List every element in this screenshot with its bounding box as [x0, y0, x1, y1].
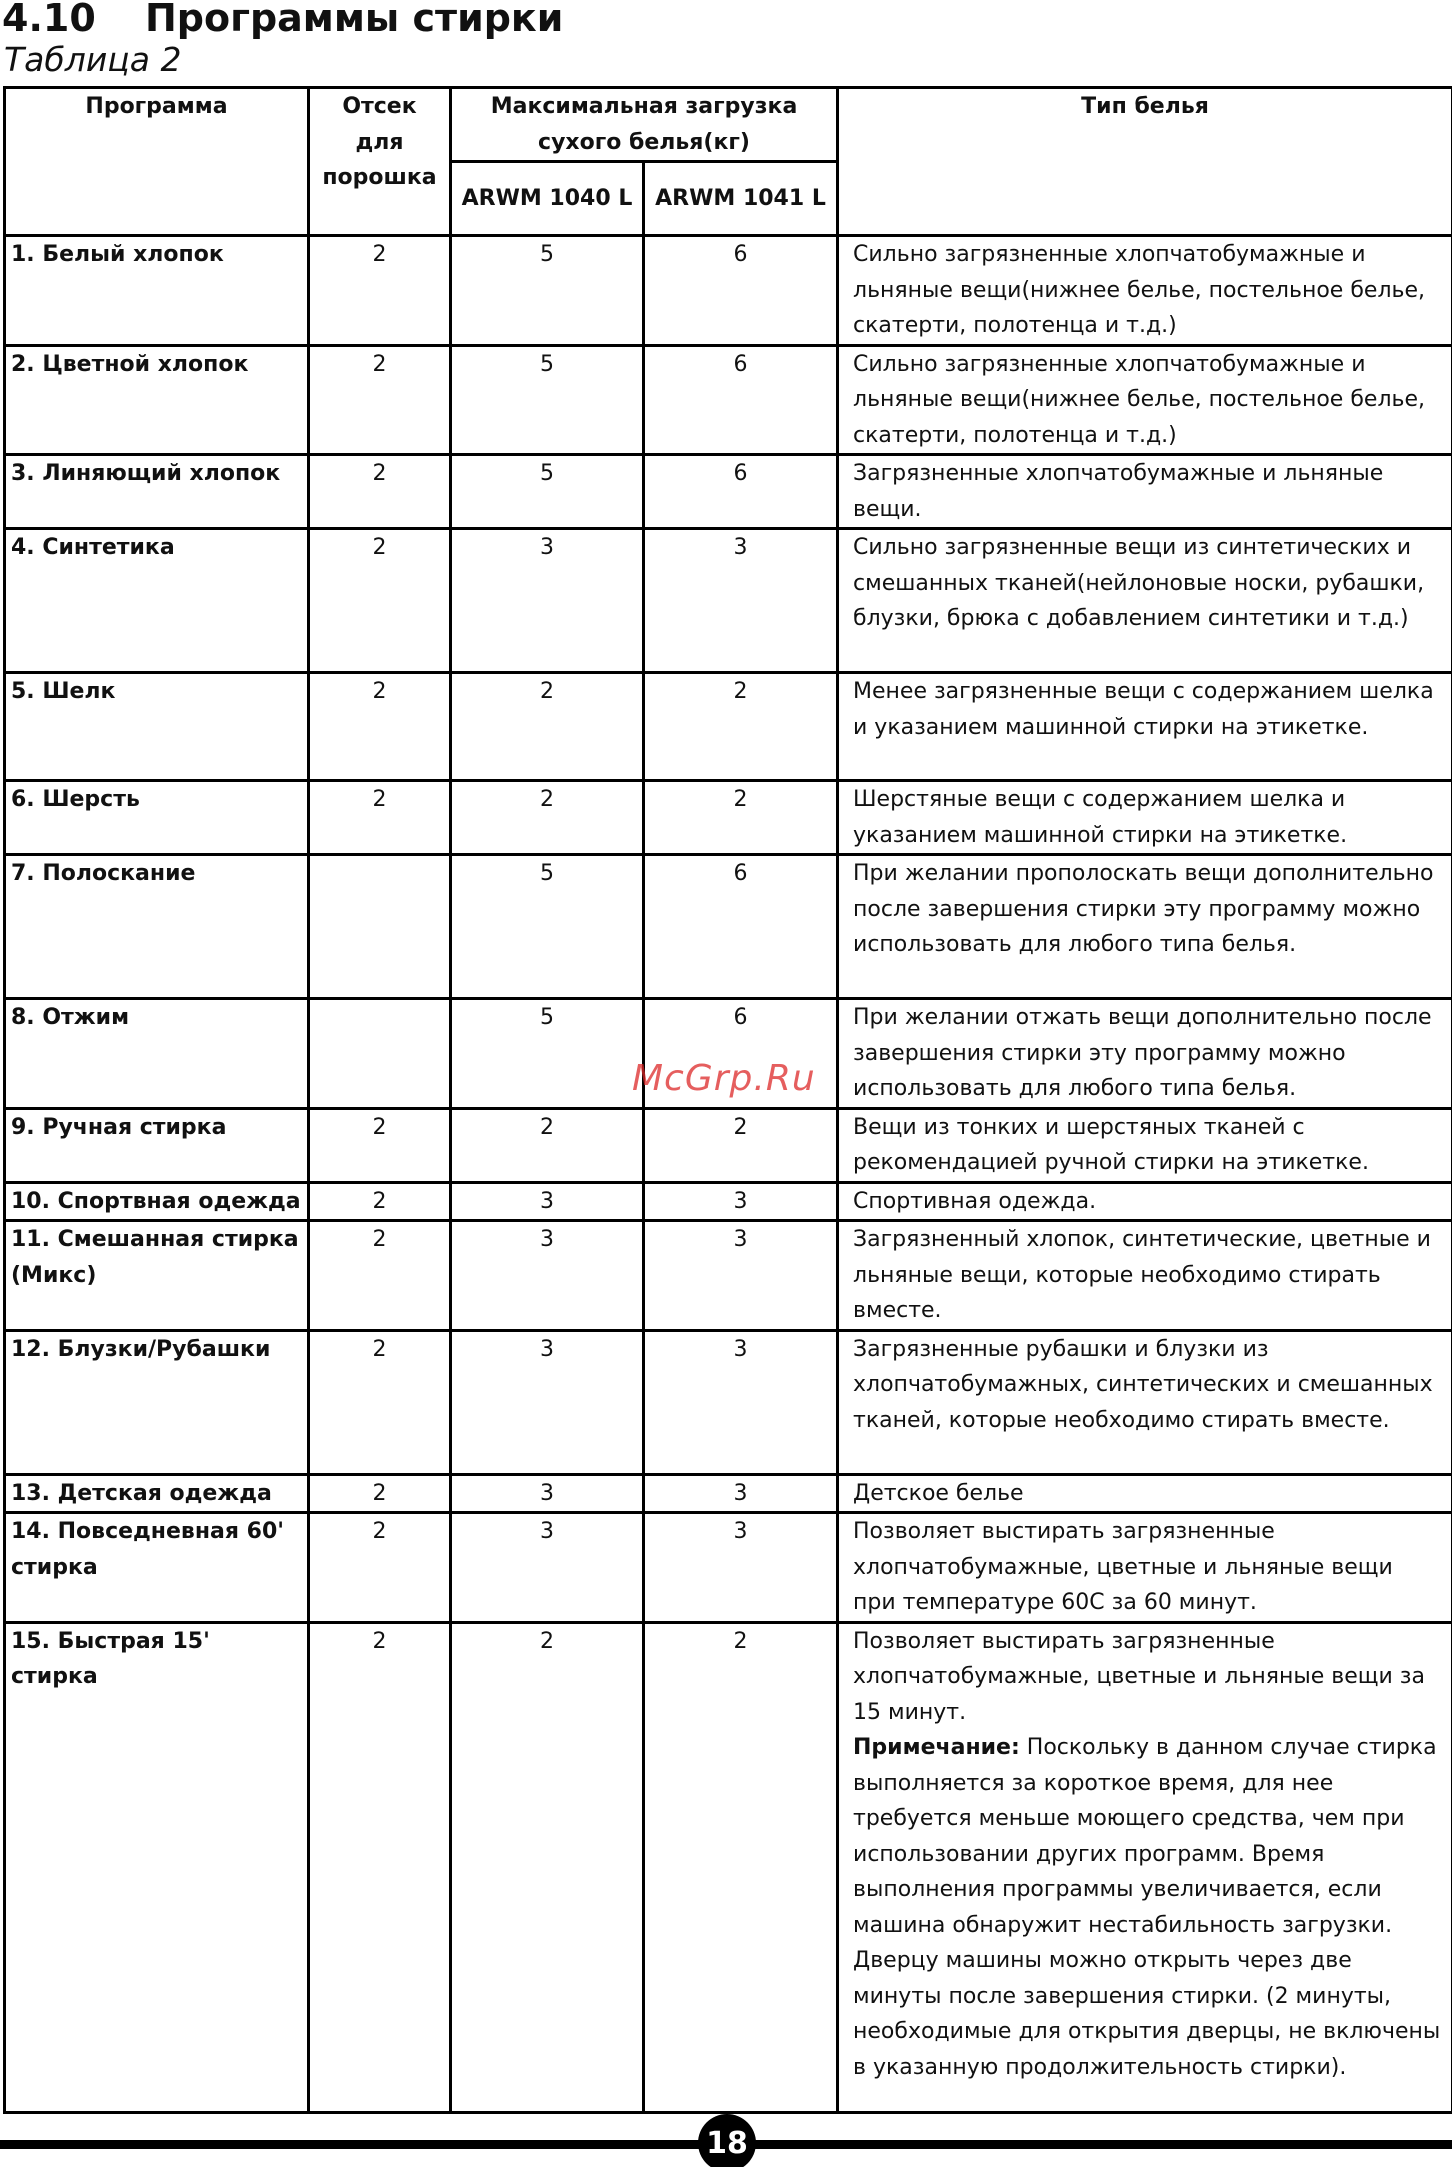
- laundry-description: Сильно загрязненные хлопчатобумажные и льняные вещи(нижнее белье, постельное белье, скатерти, полотенца и т.д.): [838, 345, 1452, 455]
- load-model-b: 2: [644, 781, 838, 855]
- laundry-description-with-note: [838, 1622, 1452, 2112]
- program-name: 1. Белый хлопок: [5, 236, 309, 346]
- compartment-value: 2: [309, 1108, 451, 1182]
- table-row: [5, 855, 1452, 999]
- load-model-b: 3: [644, 1474, 838, 1513]
- laundry-description: Загрязненный хлопок, синтетические, цветные и льняные вещи, которые необходимо стирать вместе.: [838, 1221, 1452, 1331]
- program-name: 2. Цветной хлопок: [5, 345, 309, 455]
- load-model-a: 3: [451, 1221, 644, 1331]
- load-model-b: 2: [644, 1622, 838, 2112]
- load-model-a: 5: [451, 345, 644, 455]
- table-caption: Таблица 2: [4, 40, 182, 79]
- laundry-description: Сильно загрязненные вещи из синтетических и смешанных тканей(нейлоновые носки, рубашки, блузки, брюка с добавлением синтетики и т.д.): [838, 529, 1452, 673]
- page-number: 18: [706, 2125, 748, 2161]
- program-name: 8. Отжим: [5, 999, 309, 1109]
- compartment-value: 2: [309, 1330, 451, 1474]
- load-model-b: 3: [644, 1221, 838, 1331]
- note-text: Поскольку в данном случае стирка выполняется за короткое время, для нее требуется меньше моющего средства, чем при использовании других программ. Время выполнения программы увеличивается, если машина обнаружит нестабильность загрузки. Дверцу машины можно открыть через две минуты после завершения стирки. (2 минуты, необходимые для открытия дверцы, не включены в указанную продолжительность стирки).: [853, 1735, 1441, 2080]
- load-model-a: 2: [451, 1622, 644, 2112]
- load-model-b: 6: [644, 999, 838, 1109]
- laundry-description: Спортивная одежда.: [838, 1182, 1452, 1221]
- table-row: [5, 1182, 1452, 1221]
- table-row: [5, 345, 1452, 455]
- load-model-b: 3: [644, 1330, 838, 1474]
- section-heading: [2, 0, 563, 42]
- note-label: Примечание:: [853, 1735, 1020, 1760]
- laundry-description: Загрязненные хлопчатобумажные и льняные вещи.: [838, 455, 1452, 529]
- load-model-a: 5: [451, 999, 644, 1109]
- laundry-description: Загрязненные рубашки и блузки из хлопчатобумажных, синтетических и смешанных тканей, которые необходимо стирать вместе.: [838, 1330, 1452, 1474]
- section-number: 4.10: [2, 0, 96, 40]
- compartment-value: 2: [309, 345, 451, 455]
- laundry-description: При желании отжать вещи дополнительно после завершения стирки эту программу можно использовать для любого типа белья.: [838, 999, 1452, 1109]
- page-number-badge: [698, 2114, 756, 2167]
- note: [853, 1730, 1441, 2085]
- compartment-value: 2: [309, 1474, 451, 1513]
- table-row: [5, 1474, 1452, 1513]
- load-model-a: 5: [451, 455, 644, 529]
- program-name: 13. Детская одежда: [5, 1474, 309, 1513]
- load-model-b: 2: [644, 1108, 838, 1182]
- compartment-value: 2: [309, 455, 451, 529]
- laundry-description: Позволяет выстирать загрязненные хлопчатобумажные, цветные и льняные вещи при температуре 60С за 60 минут.: [838, 1513, 1452, 1623]
- program-name: 10. Спортвная одежда: [5, 1182, 309, 1221]
- laundry-description: При желании прополоскать вещи дополнительно после завершения стирки эту программу можно использовать для любого типа белья.: [838, 855, 1452, 999]
- program-name: 7. Полоскание: [5, 855, 309, 999]
- header-compartment: Отсек для порошка: [309, 88, 451, 236]
- program-name: 11. Смешанная стирка (Микс): [5, 1221, 309, 1331]
- compartment-value: 2: [309, 1182, 451, 1221]
- watermark: McGrp.Ru: [632, 1058, 816, 1099]
- compartment-value: 2: [309, 781, 451, 855]
- table-row: [5, 1622, 1452, 2112]
- load-model-b: 6: [644, 855, 838, 999]
- compartment-value: 2: [309, 1513, 451, 1623]
- section-title: Программы стирки: [145, 0, 564, 40]
- header-laundry-type: Тип белья: [838, 88, 1452, 236]
- compartment-value: 2: [309, 236, 451, 346]
- compartment-value: [309, 855, 451, 999]
- load-model-a: 3: [451, 529, 644, 673]
- program-name: 12. Блузки/Рубашки: [5, 1330, 309, 1474]
- compartment-value: 2: [309, 1622, 451, 2112]
- program-name: 4. Синтетика: [5, 529, 309, 673]
- table-row: [5, 1513, 1452, 1623]
- load-model-b: 6: [644, 345, 838, 455]
- program-name: 14. Повседневная 60' стирка: [5, 1513, 309, 1623]
- compartment-value: [309, 999, 451, 1109]
- load-model-a: 2: [451, 781, 644, 855]
- compartment-value: 2: [309, 529, 451, 673]
- table-row: [5, 999, 1452, 1109]
- table-header-row: [5, 88, 1452, 162]
- load-model-b: 2: [644, 673, 838, 781]
- load-model-b: 3: [644, 1513, 838, 1623]
- table-row: [5, 781, 1452, 855]
- load-model-a: 2: [451, 1108, 644, 1182]
- load-model-b: 6: [644, 236, 838, 346]
- table-row: [5, 1221, 1452, 1331]
- load-model-a: 3: [451, 1330, 644, 1474]
- laundry-description: Менее загрязненные вещи с содержанием шелка и указанием машинной стирки на этикетке.: [838, 673, 1452, 781]
- load-model-b: 3: [644, 529, 838, 673]
- header-max-load: Максимальная загрузка сухого белья(кг): [451, 88, 838, 162]
- load-model-a: 3: [451, 1474, 644, 1513]
- programs-table: [3, 86, 1452, 2114]
- table-row: [5, 1108, 1452, 1182]
- load-model-a: 5: [451, 855, 644, 999]
- header-program: Программа: [5, 88, 309, 236]
- program-name: 9. Ручная стирка: [5, 1108, 309, 1182]
- laundry-description: Вещи из тонких и шерстяных тканей с рекомендацией ручной стирки на этикетке.: [838, 1108, 1452, 1182]
- table-row: [5, 236, 1452, 346]
- table-row: [5, 1330, 1452, 1474]
- laundry-description: Позволяет выстирать загрязненные хлопчатобумажные, цветные и льняные вещи за 15 минут.: [853, 1628, 1425, 1725]
- laundry-description: Детское белье: [838, 1474, 1452, 1513]
- compartment-value: 2: [309, 673, 451, 781]
- load-model-a: 3: [451, 1182, 644, 1221]
- load-model-b: 6: [644, 455, 838, 529]
- program-name: 15. Быстрая 15' стирка: [5, 1622, 309, 2112]
- load-model-b: 3: [644, 1182, 838, 1221]
- program-name: 5. Шелк: [5, 673, 309, 781]
- load-model-a: 5: [451, 236, 644, 346]
- table-row: [5, 455, 1452, 529]
- header-model-b: ARWM 1041 L: [644, 162, 838, 236]
- load-model-a: 2: [451, 673, 644, 781]
- load-model-a: 3: [451, 1513, 644, 1623]
- table-row: [5, 673, 1452, 781]
- header-model-a: ARWM 1040 L: [451, 162, 644, 236]
- laundry-description: Шерстяные вещи с содержанием шелка и указанием машинной стирки на этикетке.: [838, 781, 1452, 855]
- laundry-description: Сильно загрязненные хлопчатобумажные и льняные вещи(нижнее белье, постельное белье, скатерти, полотенца и т.д.): [838, 236, 1452, 346]
- table-row: [5, 529, 1452, 673]
- program-name: 3. Линяющий хлопок: [5, 455, 309, 529]
- program-name: 6. Шерсть: [5, 781, 309, 855]
- compartment-value: 2: [309, 1221, 451, 1331]
